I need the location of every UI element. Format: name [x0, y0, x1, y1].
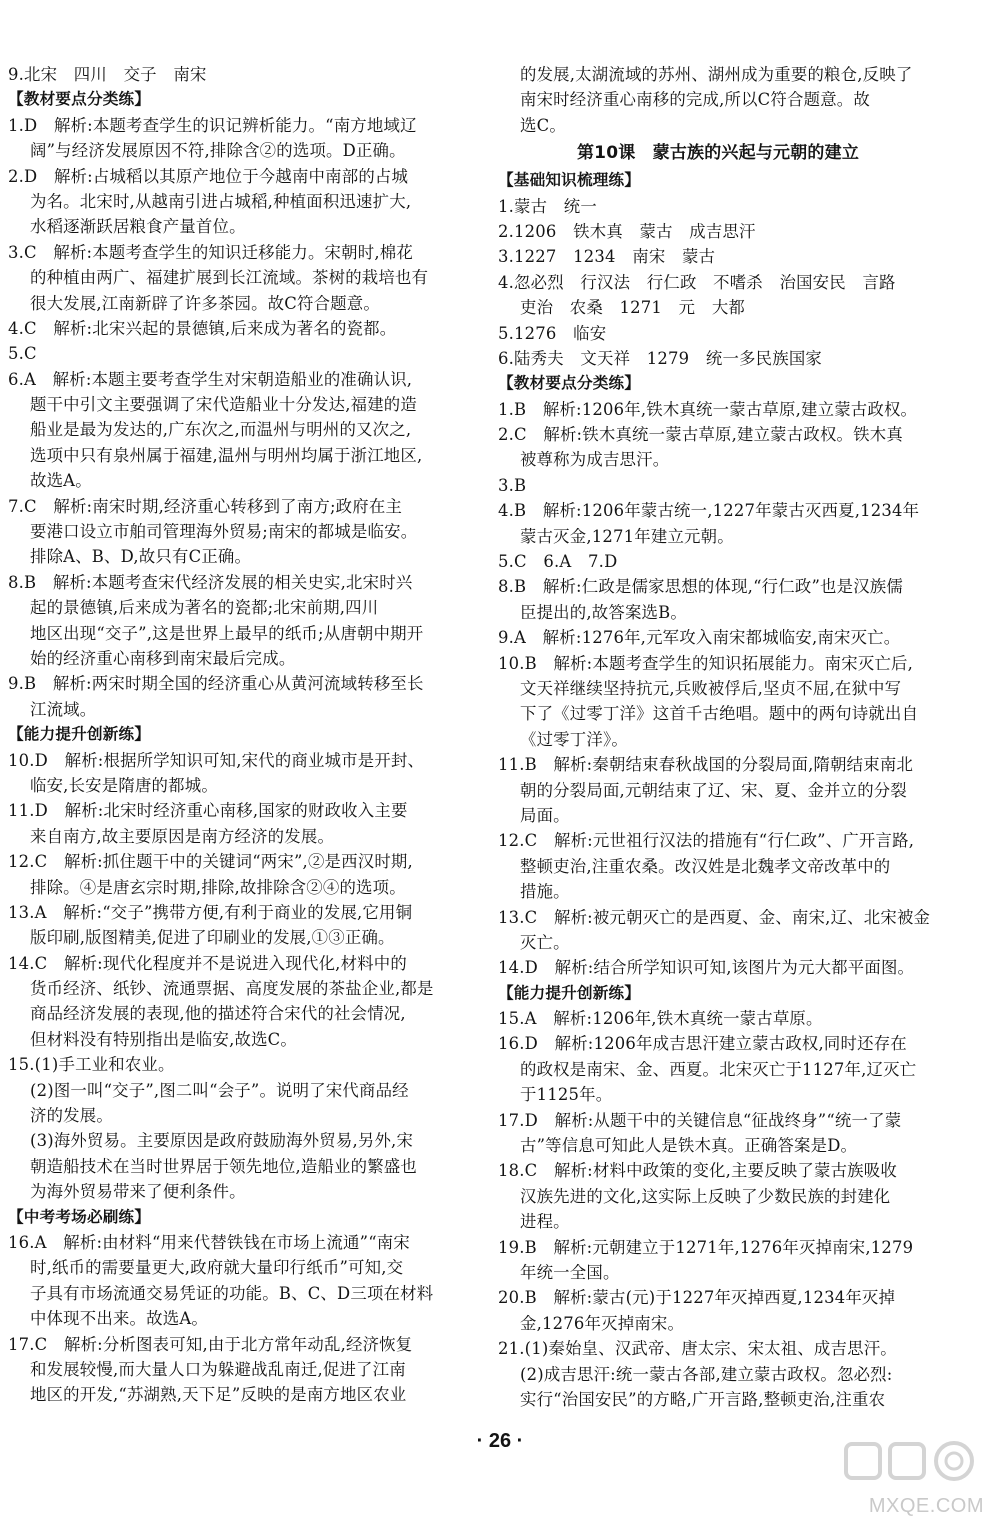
text-line: 济的发展。 [30, 1106, 113, 1126]
text-line: 3.1227 1234 南宋 蒙古 [498, 247, 716, 267]
text-line: 16.A 解析:由材料“用来代替铁钱在市场上流通”“南宋 [8, 1232, 410, 1252]
text-line: 要港口设立市舶司管理海外贸易;南宋的都城是临安。 [30, 522, 418, 542]
text-line: 于1125年。 [520, 1085, 613, 1105]
watermark-stamp-icon [842, 1440, 992, 1496]
text-line: 6.A 解析:本题主要考查学生对宋朝造船业的准确认识, [8, 369, 413, 389]
text-line: 2.D 解析:占城稻以其原产地位于今越南中南部的占城 [8, 166, 409, 186]
text-line: 朝的分裂局面,元朝结束了辽、宋、夏、金并立的分裂 [520, 780, 907, 800]
text-line: 商品经济发展的表现,他的描述符合宋代的社会情况, [30, 1004, 406, 1024]
text-line: 被尊称为成吉思汗。 [520, 450, 670, 470]
text-line: 13.C 解析:被元朝灭亡的是西夏、金、南宋,辽、北宋被金 [498, 907, 931, 927]
text-line: 3.B [498, 475, 527, 495]
text-line: 10.B 解析:本题考查学生的知识拓展能力。南宋灭亡后, [498, 653, 914, 673]
section-heading: 【基础知识梳理练】 [498, 171, 641, 190]
text-line: 吏治 农桑 1271 元 大都 [520, 298, 746, 318]
text-line: 17.C 解析:分析图表可知,由于北方常年动乱,经济恢复 [8, 1334, 413, 1354]
text-line: 中体现不出来。故选A。 [30, 1309, 208, 1329]
text-line: 8.B 解析:仁政是儒家思想的体现,“行仁政”也是汉族儒 [498, 577, 903, 597]
text-line: 19.B 解析:元朝建立于1271年,1276年灭掉南宋,1279 [498, 1237, 914, 1257]
text-line: 12.C 解析:抓住题干中的关键词“两宋”,②是西汉时期, [8, 852, 413, 872]
text-line: 很大发展,江南新辟了许多茶园。故C符合题意。 [30, 293, 380, 313]
text-line: 灭亡。 [520, 932, 570, 952]
watermark-logo [842, 1440, 992, 1518]
section-heading: 【能力提升创新练】 [8, 725, 151, 744]
text-line: 来自南方,故主要原因是南方经济的发展。 [30, 826, 335, 846]
text-line: 1.蒙古 统一 [498, 196, 597, 216]
text-line: 臣提出的,故答案选B。 [520, 602, 687, 622]
text-line: 金,1276年灭掉南宋。 [520, 1313, 685, 1333]
text-line: 但材料没有特别指出是临安,故选C。 [30, 1029, 298, 1049]
text-line: 《过零丁洋》。 [520, 729, 628, 749]
text-line: 18.C 解析:材料中政策的变化,主要反映了蒙古族吸收 [498, 1161, 897, 1181]
text-line: 起的景德镇,后来成为著名的瓷都;北宋前期,四川 [30, 598, 379, 618]
text-line: 蒙古灭金,1271年建立元朝。 [520, 526, 734, 546]
text-line: 15.A 解析:1206年,铁木真统一蒙古草原。 [498, 1009, 823, 1029]
text-line: (3)海外贸易。主要原因是政府鼓励海外贸易,另外,宋 [30, 1131, 414, 1151]
text-line: 排除。④是唐玄宗时期,排除,故排除含②④的选项。 [30, 877, 406, 897]
text-line: (2)成吉思汗:统一蒙古各部,建立蒙古政权。忽必烈: [520, 1364, 893, 1384]
text-line: 故选A。 [30, 471, 92, 491]
text-line: 的政权是南宋、金、西夏。北宋灭亡于1127年,辽灭亡 [520, 1059, 917, 1079]
text-line: 6.陆秀夫 文天祥 1279 统一多民族国家 [498, 348, 823, 368]
text-line: 2.1206 铁木真 蒙古 成吉思汗 [498, 221, 756, 241]
text-line: 的发展,太湖流域的苏州、湖州成为重要的粮仓,反映了 [520, 65, 913, 84]
text-line: 时,纸币的需要量更大,政府就大量印行纸币”可知,交 [30, 1258, 404, 1278]
text-line: 汉族先进的文化,这实际上反映了少数民族的封建化 [520, 1186, 891, 1206]
text-line: 21.(1)秦始皇、汉武帝、唐太宗、宋太祖、成吉思汗。 [498, 1339, 897, 1359]
text-line: 5.1276 临安 [498, 323, 607, 343]
text-line: 5.C [8, 344, 37, 364]
text-line: 14.D 解析:结合所学知识可知,该图片为元大都平面图。 [498, 958, 915, 978]
text-line: 12.C 解析:元世祖行汉法的措施有“行仁政”、广开言路, [498, 831, 915, 851]
text-line: 年统一全国。 [520, 1262, 620, 1282]
text-line: 4.C 解析:北宋兴起的景德镇,后来成为著名的瓷都。 [8, 318, 397, 338]
text-line: 始的经济重心南移到南宋最后完成。 [30, 648, 296, 668]
text-line: 南宋时经济重心南移的完成,所以C符合题意。故 [520, 90, 870, 110]
section-heading: 【中考考场必刷练】 [8, 1207, 151, 1226]
text-line: 朝造船技术在当时世界居于领先地位,造船业的繁盛也 [30, 1156, 417, 1176]
lesson-title: 第10课 蒙古族的兴起与元朝的建立 [576, 143, 860, 164]
text-line: 13.A 解析:“交子”携带方便,有利于商业的发展,它用铜 [8, 902, 413, 922]
text-line: 和发展较慢,而大量人口为躲避战乱南迁,促进了江南 [30, 1359, 406, 1379]
text-line: 7.C 解析:南宋时期,经济重心转移到了南方;政府在主 [8, 496, 403, 516]
text-line: 15.(1)手工业和农业。 [8, 1055, 175, 1075]
text-line: 1.D 解析:本题考查学生的识记辨析能力。“南方地域辽 [8, 115, 417, 135]
text-line: 地区的开发,“苏湖熟,天下足”反映的是南方地区农业 [30, 1385, 407, 1405]
text-line: 14.C 解析:现代化程度并不是说进入现代化,材料中的 [8, 953, 407, 973]
text-line: 整顿吏治,注重农桑。改汉姓是北魏孝文帝改革中的 [520, 856, 891, 876]
text-line: 水稻逐渐跃居粮食产量首位。 [30, 217, 246, 237]
text-line: 文天祥继续坚持抗元,兵败被俘后,坚贞不屈,在狱中写 [520, 678, 902, 698]
text-line: 4.B 解析:1206年蒙古统一,1227年蒙古灭西夏,1234年 [498, 501, 920, 521]
text-line: 1.B 解析:1206年,铁木真统一蒙古草原,建立蒙古政权。 [498, 399, 918, 419]
text-line: 为海外贸易带来了便利条件。 [30, 1182, 246, 1202]
text-line: 16.D 解析:1206年成吉思汗建立蒙古政权,同时还存在 [498, 1034, 907, 1054]
text-line: (2)图一叫“交子”,图二叫“会子”。说明了宋代商品经 [30, 1080, 409, 1100]
text-line: 货币经济、纸钞、流通票据、高度发展的茶盐企业,都是 [30, 979, 434, 999]
text-line: 临安,长安是隋唐的都城。 [30, 775, 218, 795]
text-line: 9.A 解析:1276年,元军攻入南宋都城临安,南宋灭亡。 [498, 628, 901, 648]
text-line: 9.B 解析:两宋时期全国的经济重心从黄河流域转移至长 [8, 674, 424, 694]
section-heading: 【能力提升创新练】 [498, 983, 641, 1002]
text-line: 20.B 解析:蒙古(元)于1227年灭掉西夏,1234年灭掉 [498, 1288, 896, 1308]
text-line: 地区出现“交子”,这是世界上最早的纸币;从唐朝中期开 [30, 623, 424, 643]
text-line: 江流域。 [30, 699, 97, 719]
text-line: 排除A、B、D,故只有C正确。 [30, 547, 252, 567]
text-line: 船业是最为发达的,广东次之,而温州与明州的又次之, [30, 420, 412, 440]
text-line: 下了《过零丁洋》这首千古绝唱。题中的两句诗就出自 [520, 704, 919, 724]
text-line: 8.B 解析:本题考查宋代经济发展的相关史实,北宋时兴 [8, 572, 413, 592]
text-line: 10.D 解析:根据所学知识可知,宋代的商业城市是开封、 [8, 750, 425, 770]
text-line: 阔”与经济发展原因不符,排除含②的选项。D正确。 [30, 141, 406, 161]
text-line: 2.C 解析:铁木真统一蒙古草原,建立蒙古政权。铁木真 [498, 425, 903, 445]
text-line: 的种植由两广、福建扩展到长江流域。茶树的栽培也有 [30, 268, 429, 288]
text-line: 17.D 解析:从题干中的关键信息“征战终身”“统一了蒙 [498, 1110, 902, 1130]
text-line: 3.C 解析:本题考查学生的知识迁移能力。宋朝时,棉花 [8, 242, 413, 262]
text-line: 5.C 6.A 7.D [498, 552, 618, 572]
section-heading: 【教材要点分类练】 [8, 90, 151, 109]
text-line: 措施。 [520, 882, 570, 902]
text-line: 选C。 [520, 115, 566, 135]
right-column [498, 62, 938, 1412]
text-line: 进程。 [520, 1212, 570, 1232]
text-line: 11.B 解析:秦朝结束春秋战国的分裂局面,隋朝结束南北 [498, 755, 914, 775]
left-column [8, 62, 448, 1408]
page-number: · 26 · [476, 1430, 524, 1452]
text-line: 题干中引文主要强调了宋代造船业十分发达,福建的造 [30, 395, 417, 415]
text-line: 版印刷,版图精美,促进了印刷业的发展,①③正确。 [30, 928, 395, 948]
text-line: 9.北宋 四川 交子 南宋 [8, 65, 207, 84]
text-line: 局面。 [520, 805, 570, 825]
section-heading: 【教材要点分类练】 [498, 374, 641, 393]
text-line: 11.D 解析:北宋时经济重心南移,国家的财政收入主要 [8, 801, 408, 821]
text-line: 子具有市场流通交易凭证的功能。B、C、D三项在材料 [30, 1283, 434, 1303]
watermark-url: MXQE.COM [868, 1495, 984, 1517]
text-line: 4.忽必烈 行汉法 行仁政 不嗜杀 治国安民 言路 [498, 272, 896, 292]
text-line: 为名。北宋时,从越南引进占城稻,种植面积迅速扩大, [30, 191, 412, 211]
text-line: 实行“治国安民”的方略,广开言路,整顿吏治,注重农 [520, 1389, 886, 1409]
text-line: 选项中只有泉州属于福建,温州与明州均属于浙江地区, [30, 445, 423, 465]
text-line: 古”等信息可知此人是铁木真。正确答案是D。 [520, 1136, 858, 1156]
